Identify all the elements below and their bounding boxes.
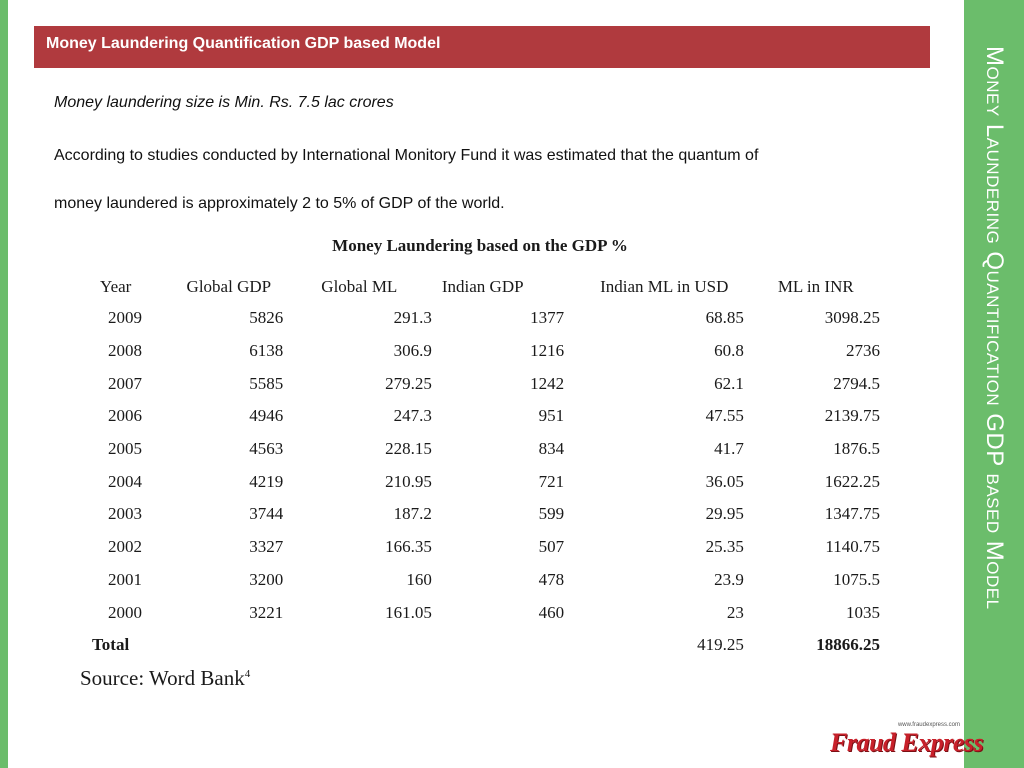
logo-url: www.fraudexpress.com [897,722,960,728]
table-cell: 4219 [249,471,284,491]
table-cell: 2002 [108,537,142,557]
table-cell: 3098.25 [824,308,880,328]
table-cell: 721 [538,471,565,491]
table-row [80,596,880,629]
table-cell: 1035 [846,602,880,622]
gdp-table [80,272,880,662]
table-cell: 478 [538,569,565,589]
table-cell: 1622.25 [824,471,880,491]
table-cell: 1140.75 [825,537,880,557]
table-cell: 68.85 [705,308,744,328]
column-header: Indian GDP [441,277,524,296]
table-cell: 228.15 [385,439,432,459]
table-cell: 4563 [249,439,284,459]
table-cell: 3744 [249,504,284,524]
table-row [80,302,880,335]
table-cell: 247.3 [393,406,432,426]
total-cell [432,629,564,662]
table-title: Money Laundering based on the GDP % [332,236,628,255]
table-row [80,335,880,368]
table-cell: 187.2 [393,504,432,524]
table-row [80,465,880,498]
table-row [80,433,880,466]
table-cell: 41.7 [714,439,744,459]
table-cell: 23.9 [714,569,744,589]
table-cell: 2008 [108,341,142,361]
table-cell: 834 [538,439,565,459]
subtitle: Money laundering size is Min. Rs. 7.5 lac crores [54,94,394,111]
gdp-table-section [80,236,880,691]
logo-brand: Fraud Express [830,728,984,757]
table-cell: 2001 [108,569,142,589]
table-cell: 2000 [108,602,142,622]
table-cell: 2003 [108,504,142,524]
total-cell [187,629,284,662]
column-header: Global GDP [186,277,272,296]
total-label: Total [92,635,130,655]
table-cell: 160 [406,569,432,589]
table-cell: 951 [538,406,565,426]
table-cell: 1242 [530,373,565,393]
table-cell: 1876.5 [833,439,880,459]
table-cell: 166.35 [385,537,432,557]
paragraph-line-2: money laundered is approximately 2 to 5% of GDP of the world. [54,195,505,212]
table-cell: 460 [538,602,565,622]
table-cell: 5585 [249,373,284,393]
table-row [80,531,880,564]
table-cell: 3327 [249,537,284,557]
table-cell: 5826 [249,308,284,328]
total-cell: 18866.25 [816,635,880,655]
side-title [964,0,1024,768]
left-accent-stripe [0,0,8,768]
table-cell: 507 [538,537,565,557]
table-cell: 62.1 [714,373,744,393]
table-body [80,302,880,662]
header-bar [34,26,930,68]
table-cell: 2005 [108,439,142,459]
header-title: Money Laundering Quantification GDP based Model [46,35,441,52]
table-cell: 306.9 [393,341,432,361]
table-cell: 2139.75 [824,406,880,426]
table-cell: 23 [726,602,744,622]
table-cell: 2009 [108,308,142,328]
column-header: Global ML [321,277,398,296]
table-header-row [80,272,880,302]
table-cell: 2004 [108,471,142,491]
table-row [80,367,880,400]
table-cell: 3200 [249,569,284,589]
side-title-text: Money Laundering Quantification GDP based Model [981,46,1008,610]
table-row [80,400,880,433]
table-cell: 1216 [530,341,565,361]
paragraph-line-1: According to studies conducted by International Monitory Fund it was estimated that the quantum of [54,147,759,164]
table-cell: 2736 [846,341,880,361]
table-cell: 1377 [530,308,565,328]
fraud-express-logo [828,718,984,762]
table-total-row [80,629,880,662]
table-cell: 36.05 [705,471,744,491]
total-cell [283,629,432,662]
table-cell: 29.95 [705,504,744,524]
table-row [80,564,880,597]
column-header: Year [100,277,132,296]
table-cell: 161.05 [385,602,432,622]
table-cell: 599 [538,504,565,524]
table-cell: 291.3 [393,308,432,328]
source-note [80,666,880,691]
table-cell: 47.55 [705,406,744,426]
table-cell: 6138 [249,341,284,361]
source-text: Source: Word Bank [80,665,245,690]
source-reference: 4 [244,667,251,680]
total-cell: 419.25 [697,635,744,655]
table-cell: 279.25 [385,373,432,393]
table-cell: 1347.75 [824,504,880,524]
table-cell: 25.35 [705,537,744,557]
table-cell: 2006 [108,406,142,426]
table-cell: 3221 [249,602,284,622]
table-cell: 2007 [108,373,142,393]
column-header: Indian ML in USD [600,277,729,296]
table-row [80,498,880,531]
table-cell: 60.8 [714,341,744,361]
table-cell: 1075.5 [833,569,880,589]
table-cell: 2794.5 [833,373,880,393]
table-cell: 4946 [249,406,284,426]
table-cell: 210.95 [385,471,432,491]
column-header: ML in INR [777,277,854,296]
